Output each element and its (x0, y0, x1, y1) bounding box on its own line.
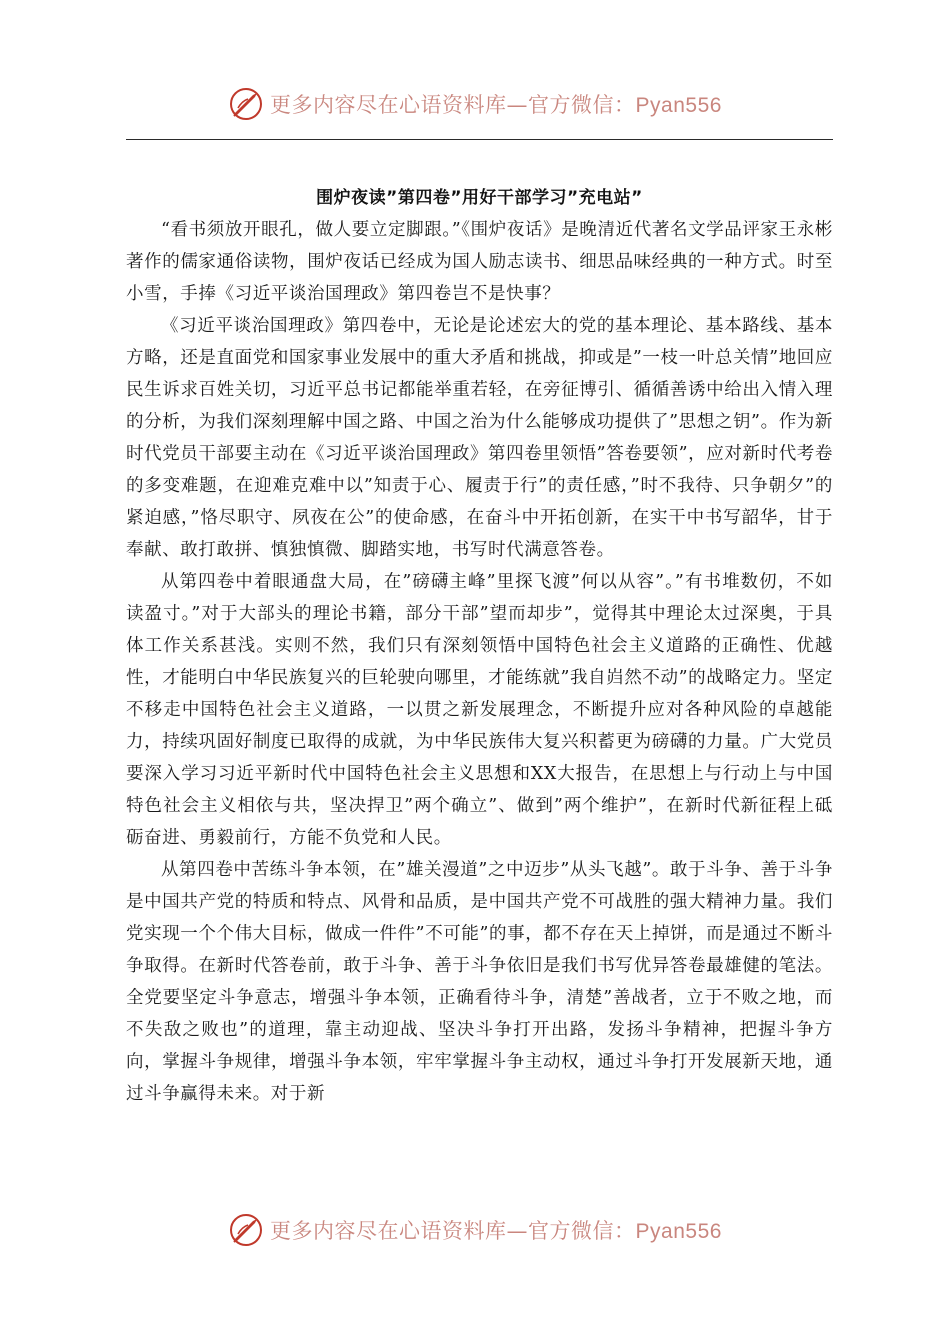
footer-banner-text (270, 1215, 722, 1245)
article-body (126, 214, 833, 1110)
paragraph: 从第四卷中苦练斗争本领，在”雄关漫道”之中迈步”从头飞越”。敢于斗争、善于斗争是中国共产党的特质和特点、风骨和品质，是中国共产党不可战胜的强大精神力量。我们党实现一个个伟大目标，做成一件件”不可能”的事，都不存在天上掉饼，而是通过不断斗争取得。在新时代答卷前，敢于斗争、善于斗争依旧是我们书写优异答卷最雄健的笔法。全党要坚定斗争意志，增强斗争本领，正确看待斗争，清楚”善战者，立于不败之地，而不失敌之败也”的道理，靠主动迎战、坚决斗争打开出路，发扬斗争精神，把握斗争方向，掌握斗争规律，增强斗争本领，牢牢掌握斗争主动权，通过斗争打开发展新天地，通过斗争赢得未来。对于新 (126, 860, 833, 1104)
header-divider (126, 139, 833, 140)
header-banner-wechat-id: Pyan556 (635, 94, 722, 117)
header-banner-text (270, 89, 722, 119)
document-title: 围炉夜读”第四卷”用好干部学习”充电站” (316, 188, 643, 208)
paragraph: “看书须放开眼孔，做人要立定脚跟。”《围炉夜话》是晚清近代著名文学品评家王永彬著作的儒家通俗读物，围炉夜话已经成为国人励志读书、细思品味经典的一种方式。时至小雪，手捧《习近平谈治国理政》第四卷岂不是快事？ (126, 220, 833, 304)
hand-quill-logo-icon (228, 1212, 264, 1248)
footer-banner (0, 1208, 950, 1252)
footer-banner-wechat-label: 官方微信： (528, 1219, 636, 1243)
hand-quill-logo-icon (228, 86, 264, 122)
footer-banner-main: 更多内容尽在心语资料库— (270, 1219, 529, 1243)
paragraph: 从第四卷中着眼通盘大局，在”磅礴主峰”里探飞渡”何以从容”。”有书堆数仞，不如读盈寸。”对于大部头的理论书籍，部分干部”望而却步”，觉得其中理论太过深奥，于具体工作关系甚浅。实则不然，我们只有深刻领悟中国特色社会主义道路的正确性、优越性，才能明白中华民族复兴的巨轮驶向哪里，才能练就”我自岿然不动”的战略定力。坚定不移走中国特色社会主义道路，一以贯之新发展理念，不断提升应对各种风险的卓越能力，持续巩固好制度已取得的成就，为中华民族伟大复兴积蓄更为磅礴的力量。广大党员要深入学习习近平新时代中国特色社会主义思想和XX大报告，在思想上与行动上与中国特色社会主义相依与共，坚决捍卫”两个确立”、做到”两个维护”，在新时代新征程上砥砺奋进、勇毅前行，方能不负党和人民。 (126, 572, 833, 848)
footer-banner-wechat-id: Pyan556 (635, 1220, 722, 1243)
header-banner-wechat-label: 官方微信： (528, 93, 636, 117)
paragraph: 《习近平谈治国理政》第四卷中，无论是论述宏大的党的基本理论、基本路线、基本方略，还是直面党和国家事业发展中的重大矛盾和挑战，抑或是”一枝一叶总关情”地回应民生诉求百姓关切，习近平总书记都能举重若轻，在旁征博引、循循善诱中给出入情入理的分析，为我们深刻理解中国之路、中国之治为什么能够成功提供了”思想之钥”。作为新时代党员干部要主动在《习近平谈治国理政》第四卷里领悟”答卷要领”，应对新时代考卷的多变难题，在迎难克难中以”知责于心、履责于行”的责任感，”时不我待、只争朝夕”的紧迫感，”恪尽职守、夙夜在公”的使命感，在奋斗中开拓创新，在实干中书写韶华，甘于奉献、敢打敢拼、慎独慎微、脚踏实地，书写时代满意答卷。 (126, 316, 833, 560)
header-banner (0, 82, 950, 126)
header-banner-main: 更多内容尽在心语资料库— (270, 93, 529, 117)
